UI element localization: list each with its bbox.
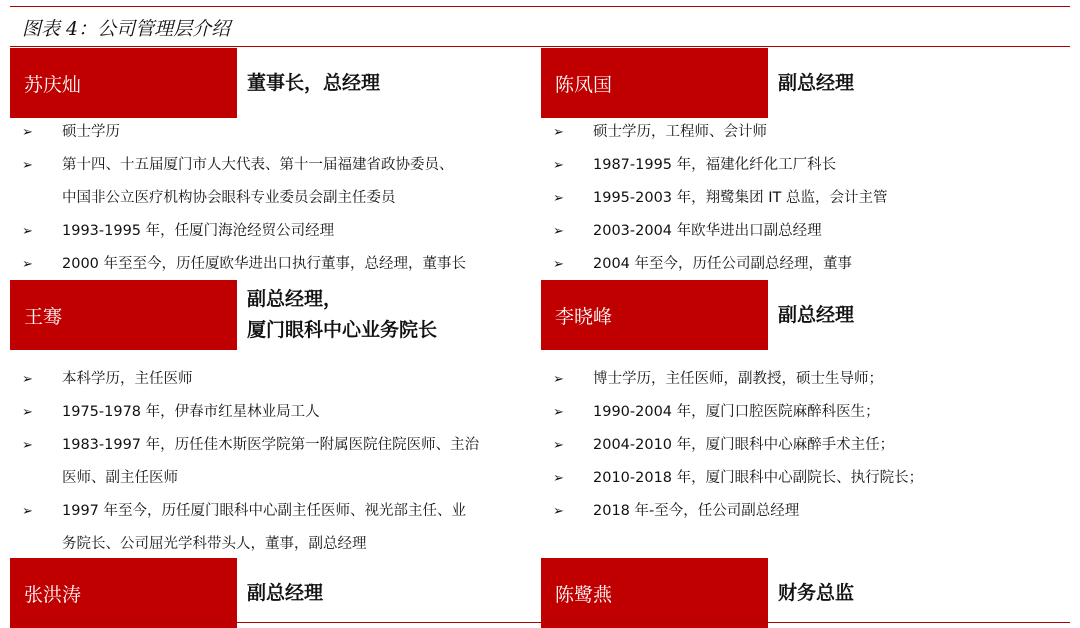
person-role <box>237 280 544 350</box>
person-role <box>768 48 1075 118</box>
bio-item <box>541 429 1075 462</box>
bio-list <box>10 116 544 281</box>
person-header <box>541 280 1075 350</box>
arrow-bullet-icon: ➢ <box>553 471 564 486</box>
bottom-rule <box>10 622 1070 623</box>
bio-text: 1997 年至今，历任厦门眼科中心副主任医师、视光部主任、业 <box>62 503 467 519</box>
person-header <box>10 558 544 628</box>
arrow-bullet-icon: ➢ <box>553 158 564 173</box>
bio-item <box>541 149 1075 182</box>
arrow-bullet-icon: ➢ <box>553 191 564 206</box>
bio-text: 2018 年-至今，任公司副总经理 <box>593 503 800 519</box>
bio-text: 1990-2004 年，厦门口腔医院麻醉科医生； <box>593 404 880 420</box>
bio-item <box>541 182 1075 215</box>
bio-item <box>10 248 544 281</box>
bio-item <box>541 215 1075 248</box>
bio-text: 2004-2010 年，厦门眼科中心麻醉手术主任； <box>593 437 895 453</box>
bio-text: 务院长、公司屈光学科带头人，董事，副总经理 <box>62 536 367 552</box>
role-line: 副总经理 <box>778 71 855 94</box>
person-name: 李晓峰 <box>541 280 768 350</box>
bio-item <box>541 462 1075 495</box>
arrow-bullet-icon: ➢ <box>22 504 33 519</box>
bio-text: 1983-1997 年，历任佳木斯医学院第一附属医院住院医师、主治 <box>62 437 480 453</box>
arrow-bullet-icon: ➢ <box>22 125 33 140</box>
role-line: 财务总监 <box>778 581 855 604</box>
person-header <box>541 48 1075 118</box>
bio-text: 博士学历，主任医师，副教授，硕士生导师； <box>593 371 883 387</box>
role-line: 厦门眼科中心业务院长 <box>247 319 438 341</box>
arrow-bullet-icon: ➢ <box>553 125 564 140</box>
bio-list <box>10 363 544 561</box>
arrow-bullet-icon: ➢ <box>553 372 564 387</box>
arrow-bullet-icon: ➢ <box>22 158 33 173</box>
bio-item <box>10 215 544 248</box>
person-name: 王骞 <box>10 280 237 350</box>
person-header <box>10 280 544 350</box>
bio-text: 第十四、十五届厦门市人大代表、第十一届福建省政协委员、 <box>62 157 454 173</box>
bio-item <box>541 495 1075 528</box>
arrow-bullet-icon: ➢ <box>553 504 564 519</box>
person-name: 张洪涛 <box>10 558 237 628</box>
bio-list <box>541 116 1075 281</box>
arrow-bullet-icon: ➢ <box>553 438 564 453</box>
bio-text: 2000 年至至今，历任厦欧华进出口执行董事，总经理，董事长 <box>62 256 467 272</box>
bio-text: 1987-1995 年，福建化纤化工厂科长 <box>593 157 837 173</box>
bio-text: 本科学历，主任医师 <box>62 371 193 387</box>
bio-item <box>10 429 544 495</box>
bio-text: 2003-2004 年欧华进出口副总经理 <box>593 223 822 239</box>
bio-item <box>541 248 1075 281</box>
role-line: 副总经理 <box>778 303 855 326</box>
person-header <box>541 558 1075 628</box>
person-role <box>768 558 1075 628</box>
role-line: 副总经理， <box>247 288 343 310</box>
person-header <box>10 48 544 118</box>
bio-item <box>541 396 1075 429</box>
arrow-bullet-icon: ➢ <box>22 257 33 272</box>
bio-item <box>10 396 544 429</box>
bio-text: 医师、副主任医师 <box>62 470 178 486</box>
bio-item <box>541 116 1075 149</box>
bio-text: 硕士学历，工程师、会计师 <box>593 124 767 140</box>
bio-text: 1975-1978 年，伊春市红星林业局工人 <box>62 404 320 420</box>
arrow-bullet-icon: ➢ <box>22 405 33 420</box>
arrow-bullet-icon: ➢ <box>22 372 33 387</box>
bio-text: 1995-2003 年，翔鹭集团 IT 总监，会计主管 <box>593 190 888 206</box>
arrow-bullet-icon: ➢ <box>553 257 564 272</box>
bio-list <box>541 363 1075 528</box>
bio-text: 2010-2018 年，厦门眼科中心副院长、执行院长； <box>593 470 924 486</box>
figure-title: 图表 4：公司管理层介绍 <box>22 18 231 40</box>
bio-text: 中国非公立医疗机构协会眼科专业委员会副主任委员 <box>62 190 396 206</box>
role-line: 副总经理 <box>247 581 324 604</box>
arrow-bullet-icon: ➢ <box>553 224 564 239</box>
bio-text: 硕士学历 <box>62 124 120 140</box>
bio-item <box>10 495 544 561</box>
person-name: 陈鹭燕 <box>541 558 768 628</box>
right-column <box>541 0 1075 628</box>
bio-item <box>541 363 1075 396</box>
bio-text: 1993-1995 年，任厦门海沧经贸公司经理 <box>62 223 335 239</box>
bio-item <box>10 149 544 215</box>
left-column <box>10 0 544 628</box>
arrow-bullet-icon: ➢ <box>22 224 33 239</box>
person-name: 苏庆灿 <box>10 48 237 118</box>
role-line: 董事长，总经理 <box>247 71 381 94</box>
person-role <box>768 280 1075 350</box>
bio-item <box>10 363 544 396</box>
person-role <box>237 48 544 118</box>
bio-item <box>10 116 544 149</box>
arrow-bullet-icon: ➢ <box>22 438 33 453</box>
person-role <box>237 558 544 628</box>
person-name: 陈凤国 <box>541 48 768 118</box>
bio-text: 2004 年至今，历任公司副总经理，董事 <box>593 256 853 272</box>
arrow-bullet-icon: ➢ <box>553 405 564 420</box>
